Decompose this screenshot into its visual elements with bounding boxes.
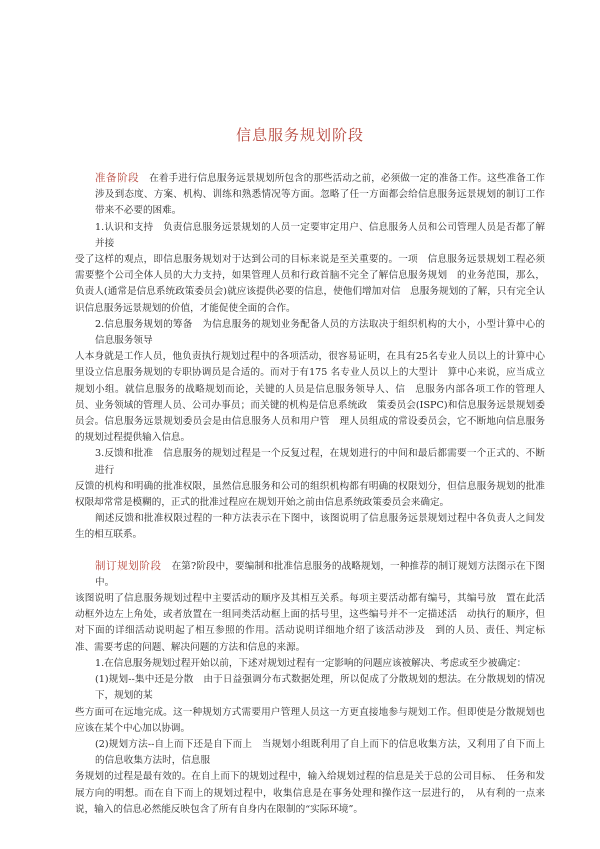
item-1-body: 受了这样的观点，即信息服务规划对于达到公司的目标来说是至关重要的。一项 信息服务远景规划工程必须需要整个公司全体人员的大力支持，如果管理人员和行政首脑不完全了解信息服务规划 的业务范围，那么，负责人(通常是信息系统政策委员会)就应该提供必要的信息，使他们增加对信 息服务规划的了解，只有完全认识信息服务远景规划的价值，才能促使全面的合作。: [75, 254, 545, 314]
section-plan-lead: [75, 558, 545, 591]
item-3-body: 反馈的机构和明确的批准权限，虽然信息服务和公司的组织机构都有明确的权限划分，但信息服务规划的批准权限却常常是模糊的，正式的批准过程应在规划开始之前由信息系统政策委员会来确定。: [75, 480, 545, 509]
item-2-heading: 2.信息服务规划的筹备 为信息服务的规划业务配备人员的方法取决于组织机构的大小，小型计算中心的信息服务领导: [95, 318, 545, 347]
question-3-heading: (2)规划方法--自上而下还是自下而上 当规划小组既利用了自上而下的信息收集方法，又利用了自下而上的信息收集方法时，信息服: [95, 738, 545, 767]
item-3-heading: 3.反馈和批准 信息服务的规划过程是一个反复过程，在规划进行的中间和最后都需要一个正式的、不断进行: [95, 448, 545, 476]
section-prepare-text: 在着手进行信息服务远景规划所包含的那些活动之前，必须做一定的准备工作。这些准备工作涉及到态度、方案、机构、训练和熟悉情况等方面。忽略了任一方面都会给信息服务远景规划的制订工作带来不必要的困难。: [95, 173, 546, 217]
section-plan-heading: 制订规划阶段: [95, 559, 162, 572]
item-2-body: 人本身就是工作人员，他负责执行规划过程中的各项活动，很容易证明，在具有25名专业人员以上的计算中心里设立信息服务规划的专职协调员是合适的。而对于有175 名专业人员以上的大型计 算中心来说，应当成立规划小组。就信息服务的战略规划而论，关键的人员是信息服务领导人、信 息服务内部各项工作的管理人员、业务领域的管理人员、公司办事员；而关键的机构是信息系统政 策委员会(ISPC)和信息服务远景规划委员会。信息服务远景规划委员会是由信息服务人员和用户管 理人员组成的常设委员会，它不断地向信息服务的规划过程提供输入信息。: [75, 351, 545, 444]
question-2-body: 些方面可在远地完成。这一种规划方式需要用户管理人员这一方更直接地参与规划工作。但即使是分散规划也应该在某个中心加以协调。: [75, 706, 545, 734]
document-body: [75, 170, 545, 818]
item-1-heading: 1.认识和支持 负责信息服务远景规划的人员一定要审定用户、信息服务人员和公司管理人员是否都了解并接: [95, 221, 545, 249]
section-prepare-lead: [75, 170, 545, 220]
item-3-tail: 阐述反馈和批准权限过程的一种方法表示在下图中，该图说明了信息服务远景规划过程中各负责人之间发生的相互联系。: [75, 513, 545, 541]
question-2-heading: (1)规划--集中还是分散 由于日益强调分布式数据处理，所以促成了分散规划的想法。在分散规划的情况下，规划的某: [95, 674, 545, 702]
section-plan-text: 在第?阶段中，要编制和批准信息服务的战略规划，一种推荐的制订规划方法图示在下图中。: [95, 560, 545, 588]
section-gap: [75, 544, 545, 558]
question-1: 1.在信息服务规划过程开始以前，下述对规划过程有一定影响的问题应该被解决、考虑或至少被确定：: [95, 657, 527, 669]
page-title: 信息服务规划阶段: [235, 126, 364, 144]
section-prepare-heading: 准备阶段: [95, 172, 140, 184]
plan-paragraph-1: 该图说明了信息服务规划过程中主要活动的顺序及其相互关系。每项主要活动都有编号，其编号放 置在此活动框外边左上角处，或者放置在一组同类活动框上面的括号里，这些编号并不一定描述活 动执行的顺序，但对下面的详细活动说明起了相互参照的作用。活动说明详细地介绍了该活动涉及 到的人员、责任、判定标准、需要考虑的问题、解决问题的方法和信息的来源。: [75, 593, 545, 653]
question-3-body: 务规划的过程是最有效的。在自上而下的规划过程中，输入给规划过程的信息是关于总的公司目标、 任务和发展方向的明想。而在自下而上的规划过程中，收集信息是在事务处理和操作这一层进行的， 从有利的一点来说，输入的信息必然能反映包含了所有自身内在限制的“实际环境”。: [75, 771, 545, 815]
